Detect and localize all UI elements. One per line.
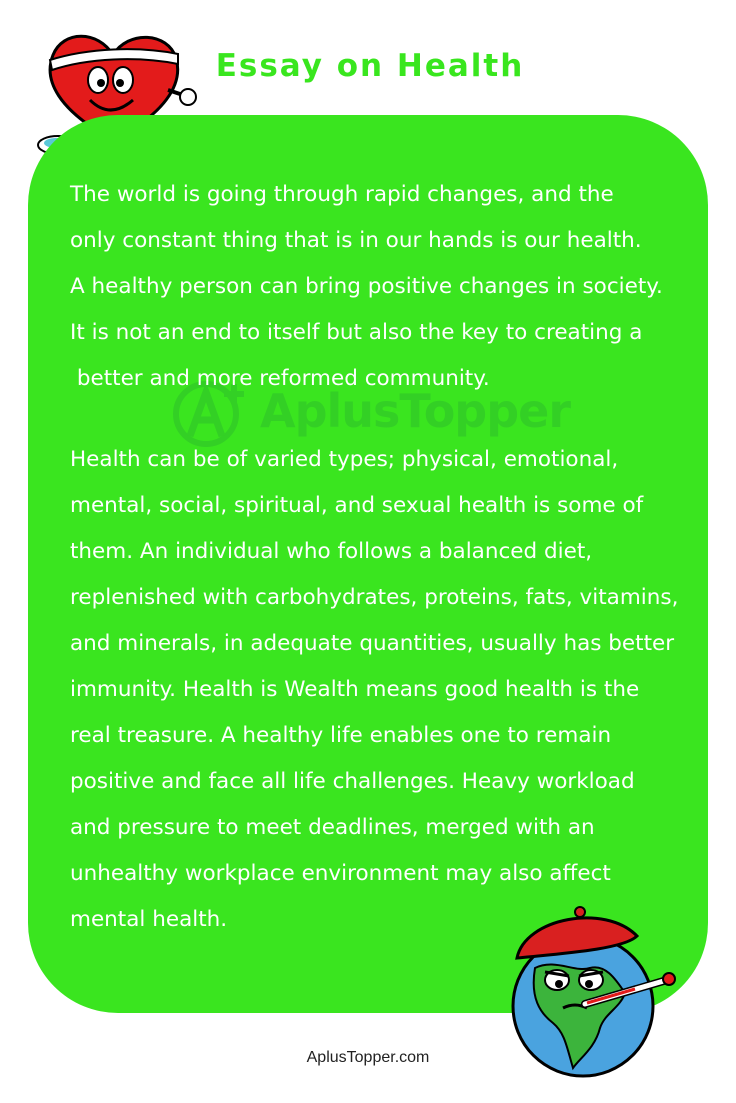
text-line: and pressure to meet deadlines, merged with an [70, 815, 595, 840]
text-line: mental health. [70, 907, 228, 932]
text-line: only constant thing that is in our hands is our health. [70, 228, 642, 253]
text-line: better and more reformed community. [70, 366, 490, 391]
text-line: immunity. Health is Wealth means good health is the [70, 677, 640, 702]
text-line: replenished with carbohydrates, proteins, fats, vitamins, [70, 585, 679, 610]
site-footer: AplusTopper.com [306, 1049, 430, 1066]
essay-paragraph-2 [70, 437, 700, 943]
watermark-text: AplusTopper [260, 384, 571, 438]
text-line: A healthy person can bring positive changes in society. [70, 274, 663, 299]
text-line: real treasure. A healthy life enables one to remain [70, 723, 612, 748]
text-line: Health can be of varied types; physical, emotional, [70, 447, 619, 472]
page-title: Essay on Health [215, 48, 525, 84]
text-line: them. An individual who follows a balanced diet, [70, 539, 593, 564]
essay-paragraph-1 [70, 172, 700, 402]
text-line: positive and face all life challenges. Heavy workload [70, 769, 635, 794]
text-line: unhealthy workplace environment may also affect [70, 861, 611, 886]
text-line: mental, social, spiritual, and sexual health is some of [70, 493, 644, 518]
text-line: It is not an end to itself but also the key to creating a [70, 320, 643, 345]
text-line: The world is going through rapid changes, and the [70, 182, 614, 207]
text-line: and minerals, in adequate quantities, usually has better [70, 631, 675, 656]
